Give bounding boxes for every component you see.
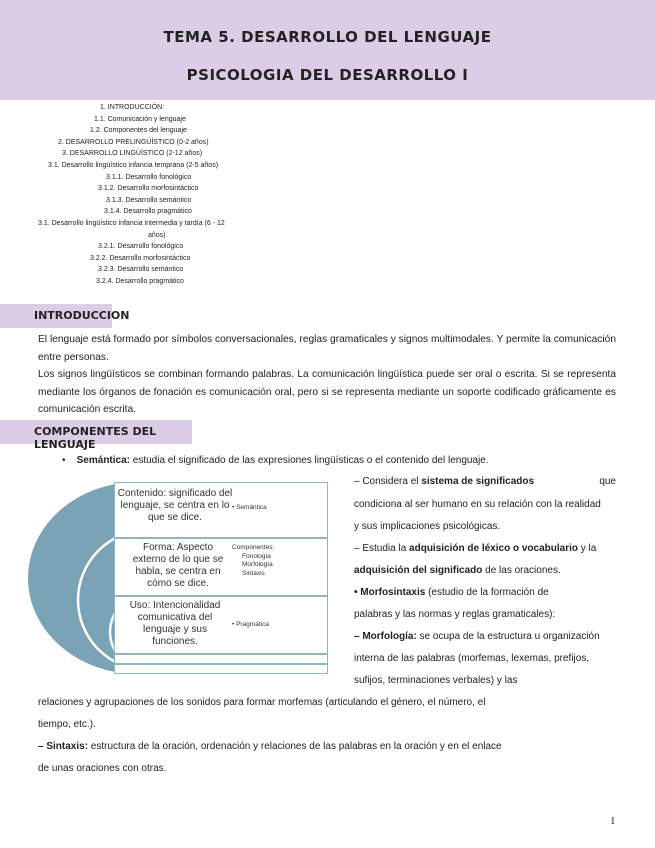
diagram-text-forma: Forma: Aspecto externo de lo que se habla, se centra en cómo se dice. — [132, 542, 224, 589]
toc-item: 3.2.3. Desarrollo semántico — [98, 266, 184, 274]
diagram-box-empty — [114, 654, 328, 664]
title-banner — [0, 0, 655, 100]
toc-item: 3.2.4. Desarrollo pragmático — [96, 278, 184, 285]
bullet-icon: • — [62, 455, 66, 466]
text-line: • Morfosintaxis (estudio de la formación de — [354, 587, 549, 598]
text-line: relaciones y agrupaciones de los sonidos para formar morfemas (articulando el género, el número, el — [38, 697, 486, 708]
text-line: – Morfología: se ocupa de la estructura u organización — [354, 631, 600, 642]
intro-paragraph-1: El lenguaje está formado por símbolos conversacionales, reglas gramaticales y signos multimodales. Y permite la comunicación entre personas. — [38, 334, 616, 363]
text-line: de unas oraciones con otras. — [38, 763, 167, 774]
text-line: – Considera el sistema de significados que — [354, 476, 616, 487]
document-title: TEMA 5. DESARROLLO DEL LENGUAJE — [163, 28, 492, 46]
toc-item: años) — [148, 231, 166, 239]
text-line: sufijos, terminaciones verbales) y las — [354, 675, 518, 686]
diagram-text-contenido: Contenido: significado del lenguaje, se centra en lo que se dice. — [117, 488, 233, 523]
document-subtitle: PSICOLOGIA DEL DESARROLLO I — [186, 66, 469, 84]
toc-item: 3.1.2. Desarrollo morfosintáctico — [98, 185, 199, 193]
semantica-bullet: • Semántica: estudia el significado de las expresiones lingüísticas o el contenido del lenguaje. — [62, 455, 489, 466]
toc-item: 3. DESARROLLO LINGÜÍSTICO (2-12 años) — [62, 150, 203, 158]
toc-item: 2. DESARROLLO PRELINGÜÍSTICO (0-2 años) — [58, 138, 209, 146]
toc-item: 1.2. Componentes del lenguaje — [90, 127, 187, 135]
text-line: – Estudia la adquisición de léxico o vocabulario y la — [354, 543, 597, 554]
diagram-label-pragmatica: • Pragmática — [232, 621, 269, 628]
toc-item: 3.1. Desarrollo lingüístico infancia temprana (2-5 años) — [48, 162, 219, 169]
toc-item: 3.1.4. Desarrollo pragmático — [104, 208, 192, 216]
toc-item: 3.1. Desarrollo lingüístico infancia intermedia y tardía (6 - 12 — [38, 220, 225, 227]
text-line: interna de las palabras (morfemas, lexemas, prefijos, — [354, 653, 590, 664]
section-heading-componentes: COMPONENTES DEL LENGUAJE — [0, 420, 192, 444]
intro-paragraph-2: Los signos lingüísticos se combinan formando palabras. La comunicación lingüística puede ser oral o escrita. Si se representa mediante los órganos de fonación es comunicación oral, pero si se representa mediante un soporte codificado gráficamente es comunicación escrita. — [38, 369, 616, 415]
text-line: palabras y las normas y reglas gramaticales): — [354, 609, 556, 620]
sintaxis-line: – Sintaxis: estructura de la oración, ordenación y relaciones de las palabras en la oración y en el enlace — [38, 741, 502, 752]
components-diagram — [20, 478, 345, 676]
text-line: condiciona al ser humano en su relación con la realidad — [354, 499, 601, 510]
toc-item: 1.1. Comunicación y lenguaje — [94, 115, 186, 123]
text-line: adquisición del significado de las oraciones. — [354, 565, 561, 576]
toc-item: 3.2.1. Desarrollo fonológico — [98, 243, 184, 251]
diagram-label-semantica: • Semántica — [232, 504, 267, 511]
section-heading-introduccion: INTRODUCCION — [0, 304, 112, 328]
diagram-label-componentes: Componentes: Fonología Morfología Sintaxis — [232, 544, 275, 577]
text-line: tiempo, etc.). — [38, 719, 96, 730]
toc-item: 3.1.3. Desarrollo semántico — [106, 196, 192, 204]
diagram-box-empty — [114, 664, 328, 674]
toc-item: 3.2.2. Desarrollo morfosintáctico — [90, 254, 191, 262]
page-number: 1 — [610, 815, 616, 827]
toc-item: 3.1.1. Desarrollo fonológico — [106, 173, 192, 181]
toc-item: 1. INTRODUCCIÓN: — [100, 104, 165, 111]
diagram-text-uso: Uso: Intencionalidad comunicativa del lenguaje y sus funciones. — [129, 600, 221, 647]
text-line: y sus implicaciones psicológicas. — [354, 521, 501, 532]
